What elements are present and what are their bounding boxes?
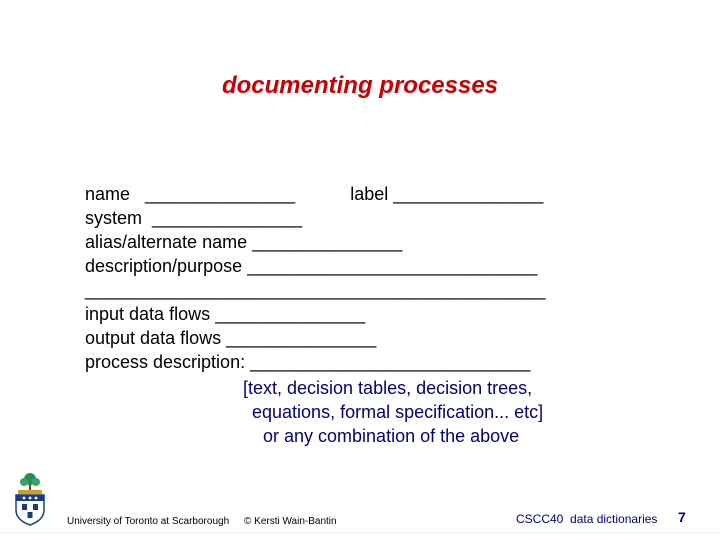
university-crest-icon (12, 470, 48, 528)
footer-course: CSCC40 data dictionaries (516, 512, 658, 526)
field-name-label: name _______________ label _______________ (85, 184, 544, 204)
footer-author: © Kersti Wain-Bantin (244, 516, 337, 527)
note-line-2: equations, formal specification... etc] (252, 402, 544, 422)
footer-divider (0, 532, 720, 533)
field-input-data-flows: input data flows _______________ (85, 304, 366, 324)
note-line-3: or any combination of the above (263, 426, 520, 446)
field-system: system _______________ (85, 208, 303, 228)
slide-title: documenting processes (221, 72, 499, 99)
field-process-description: process description: ____________________________ (85, 352, 531, 372)
page-number: 7 (678, 509, 686, 525)
field-output-data-flows: output data flows _______________ (85, 328, 377, 348)
field-description: description/purpose _____________________________ (85, 256, 538, 276)
field-alias: alias/alternate name _______________ (85, 232, 403, 252)
note-line-1: [text, decision tables, decision trees, (243, 378, 533, 398)
field-description-continued: ______________________________________________ (85, 280, 546, 300)
footer-university: University of Toronto at Scarborough (67, 516, 230, 527)
